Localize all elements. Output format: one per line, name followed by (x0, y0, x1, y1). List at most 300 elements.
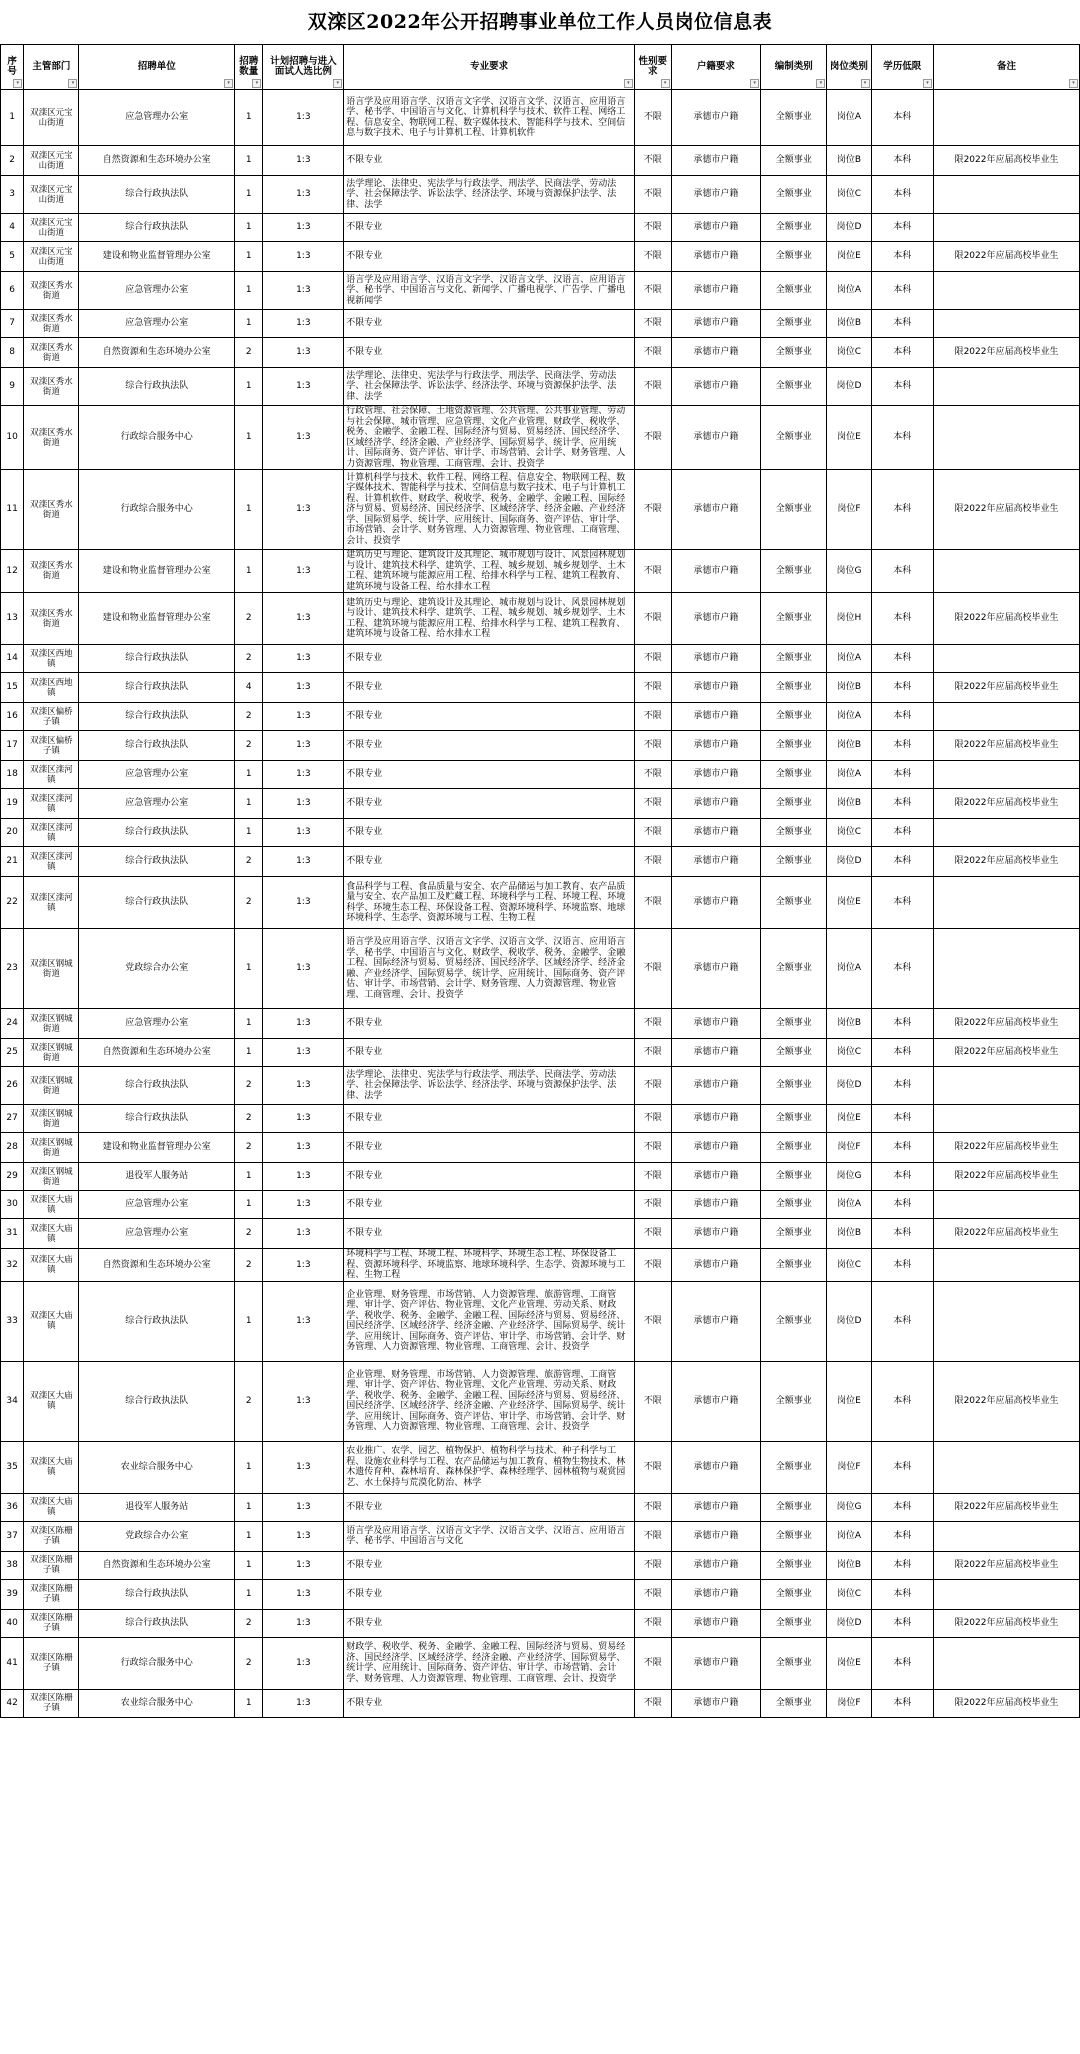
cell-post-type: 岗位E (827, 1637, 871, 1689)
cell-quantity: 1 (235, 929, 263, 1009)
cell-post-type: 岗位C (827, 1249, 871, 1282)
cell-quantity: 1 (235, 1441, 263, 1493)
cell-unit: 行政综合服务中心 (79, 470, 235, 550)
cell-household: 承德市户籍 (671, 1637, 761, 1689)
cell-education: 本科 (871, 877, 934, 929)
cell-education: 本科 (871, 731, 934, 761)
table-row (1, 1609, 1080, 1637)
cell-note: 限2022年应届高校毕业生 (934, 1551, 1080, 1579)
cell-index: 18 (1, 761, 24, 789)
cell-ratio: 1:3 (263, 819, 344, 847)
cell-department: 双滦区陈栅子镇 (24, 1637, 79, 1689)
table-row (1, 929, 1080, 1009)
cell-education: 本科 (871, 1219, 934, 1249)
cell-gender: 不限 (634, 1219, 671, 1249)
cell-staffing: 全额事业 (761, 310, 827, 338)
cell-household: 承德市户籍 (671, 338, 761, 368)
cell-index: 11 (1, 470, 24, 550)
cell-ratio: 1:3 (263, 368, 344, 406)
cell-note: 限2022年应届高校毕业生 (934, 673, 1080, 703)
cell-ratio: 1:3 (263, 242, 344, 272)
cell-gender: 不限 (634, 368, 671, 406)
cell-index: 30 (1, 1191, 24, 1219)
cell-major: 不限专业 (344, 242, 635, 272)
cell-index: 7 (1, 310, 24, 338)
cell-note (934, 1521, 1080, 1551)
cell-quantity: 2 (235, 1249, 263, 1282)
cell-unit: 党政综合办公室 (79, 929, 235, 1009)
cell-post-type: 岗位B (827, 1551, 871, 1579)
cell-department: 双滦区秀水街道 (24, 310, 79, 338)
cell-post-type: 岗位D (827, 368, 871, 406)
cell-note (934, 272, 1080, 310)
cell-note (934, 645, 1080, 673)
cell-ratio: 1:3 (263, 1281, 344, 1361)
cell-staffing: 全额事业 (761, 90, 827, 146)
cell-department: 双滦区秀水街道 (24, 406, 79, 470)
cell-staffing: 全额事业 (761, 703, 827, 731)
cell-post-type: 岗位A (827, 90, 871, 146)
cell-major: 不限专业 (344, 1039, 635, 1067)
cell-major: 企业管理、财务管理、市场营销、人力资源管理、旅游管理、工商管理、审计学、资产评估、物业管理、文化产业管理、劳动关系、财政学、税收学、税务、金融学、金融工程、国际经济与贸易、贸易经济、国民经济学、区域经济学、经济金融、产业经济学、国际贸易学、统计学、应用统计、国际商务、资产评估、审计学、市场营销、会计学、财务管理、人力资源管理、物业管理、工商管理、会计、投资学 (344, 1361, 635, 1441)
cell-major: 语言学及应用语言学、汉语言文字学、汉语言文学、汉语言、应用语言学、秘书学、中国语言与文化、计算机科学与技术、软件工程、网络工程、信息安全、物联网工程、数字媒体技术、智能科学与技术、空间信息与数字技术、电子与计算机工程、计算机软件 (344, 90, 635, 146)
cell-post-type: 岗位B (827, 789, 871, 819)
cell-unit: 自然资源和生态环境办公室 (79, 1551, 235, 1579)
cell-index: 22 (1, 877, 24, 929)
cell-quantity: 4 (235, 673, 263, 703)
cell-major: 语言学及应用语言学、汉语言文字学、汉语言文学、汉语言、应用语言学、秘书学、中国语言与文化 (344, 1521, 635, 1551)
cell-unit: 综合行政执法队 (79, 368, 235, 406)
header-index[interactable]: 序号 ▾ (1, 45, 24, 90)
cell-staffing: 全额事业 (761, 1009, 827, 1039)
cell-ratio: 1:3 (263, 1493, 344, 1521)
filter-dropdown-icon: ▾ (861, 79, 870, 88)
cell-gender: 不限 (634, 338, 671, 368)
cell-major: 建筑历史与理论、建筑设计及其理论、城市规划与设计、风景园林规划与设计、建筑技术科学、建筑学、工程、城乡规划、城乡规划学、土木工程、建筑环境与能源应用工程、给排水科学与工程、建筑工程教育、建筑环境与设备工程、给水排水工程 (344, 550, 635, 593)
cell-staffing: 全额事业 (761, 176, 827, 214)
table-row (1, 1551, 1080, 1579)
cell-quantity: 1 (235, 1521, 263, 1551)
cell-major: 不限专业 (344, 1133, 635, 1163)
cell-unit: 综合行政执法队 (79, 1105, 235, 1133)
cell-major: 不限专业 (344, 1609, 635, 1637)
header-household[interactable]: 户籍要求 ▾ (671, 45, 761, 90)
cell-note (934, 1067, 1080, 1105)
cell-unit: 建设和物业监督管理办公室 (79, 550, 235, 593)
header-row (1, 45, 1080, 90)
cell-gender: 不限 (634, 406, 671, 470)
cell-education: 本科 (871, 470, 934, 550)
cell-gender: 不限 (634, 1551, 671, 1579)
cell-department: 双滦区元宝山街道 (24, 176, 79, 214)
cell-household: 承德市户籍 (671, 1009, 761, 1039)
cell-department: 双滦区大庙镇 (24, 1191, 79, 1219)
cell-quantity: 1 (235, 470, 263, 550)
cell-index: 26 (1, 1067, 24, 1105)
cell-ratio: 1:3 (263, 1441, 344, 1493)
cell-quantity: 2 (235, 645, 263, 673)
cell-ratio: 1:3 (263, 877, 344, 929)
table-row (1, 593, 1080, 645)
cell-post-type: 岗位A (827, 703, 871, 731)
cell-note (934, 406, 1080, 470)
cell-major: 不限专业 (344, 310, 635, 338)
cell-household: 承德市户籍 (671, 368, 761, 406)
cell-staffing: 全额事业 (761, 645, 827, 673)
cell-department: 双滦区西地镇 (24, 673, 79, 703)
cell-gender: 不限 (634, 731, 671, 761)
cell-index: 12 (1, 550, 24, 593)
cell-note (934, 1637, 1080, 1689)
cell-household: 承德市户籍 (671, 176, 761, 214)
table-row (1, 242, 1080, 272)
cell-household: 承德市户籍 (671, 242, 761, 272)
cell-household: 承德市户籍 (671, 819, 761, 847)
cell-ratio: 1:3 (263, 1039, 344, 1067)
cell-department: 双滦区滦河镇 (24, 761, 79, 789)
cell-note (934, 368, 1080, 406)
cell-post-type: 岗位E (827, 877, 871, 929)
cell-note (934, 877, 1080, 929)
table-row (1, 1441, 1080, 1493)
cell-department: 双滦区钢城街道 (24, 1133, 79, 1163)
table-row (1, 470, 1080, 550)
cell-gender: 不限 (634, 272, 671, 310)
filter-dropdown-icon: ▾ (1069, 79, 1078, 88)
cell-post-type: 岗位G (827, 1163, 871, 1191)
cell-staffing: 全额事业 (761, 593, 827, 645)
cell-unit: 自然资源和生态环境办公室 (79, 1039, 235, 1067)
cell-unit: 退役军人服务站 (79, 1163, 235, 1191)
cell-post-type: 岗位F (827, 1689, 871, 1717)
positions-table (0, 44, 1080, 1718)
cell-gender: 不限 (634, 1521, 671, 1551)
cell-note: 限2022年应届高校毕业生 (934, 470, 1080, 550)
cell-unit: 应急管理办公室 (79, 272, 235, 310)
cell-index: 25 (1, 1039, 24, 1067)
cell-note: 限2022年应届高校毕业生 (934, 847, 1080, 877)
table-row (1, 1133, 1080, 1163)
cell-post-type: 岗位C (827, 338, 871, 368)
cell-major: 不限专业 (344, 789, 635, 819)
cell-household: 承德市户籍 (671, 673, 761, 703)
cell-gender: 不限 (634, 550, 671, 593)
cell-household: 承德市户籍 (671, 1551, 761, 1579)
cell-education: 本科 (871, 1067, 934, 1105)
cell-department: 双滦区钢城街道 (24, 1105, 79, 1133)
cell-ratio: 1:3 (263, 1067, 344, 1105)
cell-education: 本科 (871, 1609, 934, 1637)
cell-department: 双滦区大庙镇 (24, 1361, 79, 1441)
cell-post-type: 岗位A (827, 929, 871, 1009)
cell-ratio: 1:3 (263, 214, 344, 242)
cell-staffing: 全额事业 (761, 1105, 827, 1133)
cell-ratio: 1:3 (263, 645, 344, 673)
cell-gender: 不限 (634, 1689, 671, 1717)
header-unit[interactable]: 招聘单位 ▾ (79, 45, 235, 90)
cell-household: 承德市户籍 (671, 146, 761, 176)
cell-index: 6 (1, 272, 24, 310)
cell-index: 15 (1, 673, 24, 703)
cell-ratio: 1:3 (263, 1579, 344, 1609)
cell-department: 双滦区大庙镇 (24, 1493, 79, 1521)
cell-major: 法学理论、法律史、宪法学与行政法学、刑法学、民商法学、劳动法学、社会保障法学、诉讼法学、经济法学、环境与资源保护法学、法律、法学 (344, 368, 635, 406)
table-row (1, 214, 1080, 242)
header-gender[interactable]: 性别要求 ▾ (634, 45, 671, 90)
cell-major: 环境科学与工程、环境工程、环境科学、环境生态工程、环保设备工程、资源环境科学、环境监察、地球环境科学、生态学、资源环境与工程、生物工程 (344, 1249, 635, 1282)
cell-index: 24 (1, 1009, 24, 1039)
cell-education: 本科 (871, 1009, 934, 1039)
cell-major: 计算机科学与技术、软件工程、网络工程、信息安全、物联网工程、数字媒体技术、智能科学与技术、空间信息与数字技术、电子与计算机工程、计算机软件、财政学、税收学、税务、金融学、金融工程、国际经济与贸易、贸易经济、国民经济学、区域经济学、经济金融、产业经济学、国际贸易学、统计学、应用统计、国际商务、资产评估、审计学、市场营销、会计学、财务管理、人力资源管理、物业管理、工商管理、会计、投资学 (344, 470, 635, 550)
cell-staffing: 全额事业 (761, 1637, 827, 1689)
cell-unit: 建设和物业监督管理办公室 (79, 242, 235, 272)
cell-post-type: 岗位C (827, 1039, 871, 1067)
cell-index: 16 (1, 703, 24, 731)
cell-household: 承德市户籍 (671, 1191, 761, 1219)
cell-quantity: 2 (235, 877, 263, 929)
cell-department: 双滦区大庙镇 (24, 1281, 79, 1361)
cell-major: 企业管理、财务管理、市场营销、人力资源管理、旅游管理、工商管理、审计学、资产评估、物业管理、文化产业管理、劳动关系、财政学、税收学、税务、金融学、金融工程、国际经济与贸易、贸易经济、国民经济学、区域经济学、经济金融、产业经济学、国际贸易学、统计学、应用统计、国际商务、资产评估、审计学、市场营销、会计学、财务管理、人力资源管理、物业管理、工商管理、会计、投资学 (344, 1281, 635, 1361)
cell-staffing: 全额事业 (761, 338, 827, 368)
cell-note (934, 90, 1080, 146)
cell-department: 双滦区滦河镇 (24, 789, 79, 819)
cell-gender: 不限 (634, 593, 671, 645)
cell-note (934, 1249, 1080, 1282)
cell-gender: 不限 (634, 1039, 671, 1067)
cell-unit: 建设和物业监督管理办公室 (79, 593, 235, 645)
cell-household: 承德市户籍 (671, 761, 761, 789)
cell-major: 不限专业 (344, 1163, 635, 1191)
cell-household: 承德市户籍 (671, 1219, 761, 1249)
cell-index: 38 (1, 1551, 24, 1579)
table-row (1, 877, 1080, 929)
cell-note (934, 1441, 1080, 1493)
cell-post-type: 岗位D (827, 847, 871, 877)
cell-staffing: 全额事业 (761, 1249, 827, 1282)
cell-index: 8 (1, 338, 24, 368)
cell-index: 34 (1, 1361, 24, 1441)
cell-gender: 不限 (634, 789, 671, 819)
header-major[interactable]: 专业要求 ▾ (344, 45, 635, 90)
cell-unit: 应急管理办公室 (79, 1009, 235, 1039)
cell-note (934, 761, 1080, 789)
cell-staffing: 全额事业 (761, 214, 827, 242)
cell-staffing: 全额事业 (761, 1039, 827, 1067)
cell-household: 承德市户籍 (671, 1361, 761, 1441)
table-row (1, 550, 1080, 593)
cell-ratio: 1:3 (263, 1609, 344, 1637)
cell-major: 不限专业 (344, 1689, 635, 1717)
cell-post-type: 岗位A (827, 272, 871, 310)
header-ratio[interactable]: 计划招聘与进入面试人选比例 ▾ (263, 45, 344, 90)
filter-dropdown-icon: ▾ (816, 79, 825, 88)
cell-education: 本科 (871, 929, 934, 1009)
cell-index: 20 (1, 819, 24, 847)
cell-note: 限2022年应届高校毕业生 (934, 146, 1080, 176)
cell-household: 承德市户籍 (671, 1281, 761, 1361)
cell-household: 承德市户籍 (671, 406, 761, 470)
cell-education: 本科 (871, 90, 934, 146)
cell-post-type: 岗位C (827, 176, 871, 214)
cell-post-type: 岗位B (827, 310, 871, 338)
cell-major: 不限专业 (344, 146, 635, 176)
cell-index: 17 (1, 731, 24, 761)
cell-education: 本科 (871, 214, 934, 242)
cell-department: 双滦区元宝山街道 (24, 242, 79, 272)
cell-index: 4 (1, 214, 24, 242)
cell-index: 9 (1, 368, 24, 406)
cell-index: 23 (1, 929, 24, 1009)
cell-quantity: 1 (235, 1493, 263, 1521)
table-row (1, 673, 1080, 703)
cell-staffing: 全额事业 (761, 847, 827, 877)
cell-department: 双滦区钢城街道 (24, 929, 79, 1009)
table-row (1, 1493, 1080, 1521)
cell-ratio: 1:3 (263, 176, 344, 214)
cell-post-type: 岗位G (827, 1493, 871, 1521)
cell-index: 19 (1, 789, 24, 819)
cell-gender: 不限 (634, 645, 671, 673)
cell-major: 行政管理、社会保障、土地资源管理、公共管理、公共事业管理、劳动与社会保障、城市管理、应急管理、文化产业管理、财政学、税收学、税务、金融学、金融工程、国际经济与贸易、贸易经济、国民经济学、区域经济学、经济金融、产业经济学、国际贸易学、统计学、应用统计、国际商务、资产评估、审计学、市场营销、会计学、财务管理、人力资源管理、物业管理、工商管理、会计、投资学 (344, 406, 635, 470)
cell-department: 双滦区陈栅子镇 (24, 1579, 79, 1609)
table-row (1, 1361, 1080, 1441)
cell-note (934, 310, 1080, 338)
cell-gender: 不限 (634, 1579, 671, 1609)
cell-note: 限2022年应届高校毕业生 (934, 789, 1080, 819)
cell-post-type: 岗位F (827, 470, 871, 550)
cell-unit: 应急管理办公室 (79, 1191, 235, 1219)
cell-department: 双滦区大庙镇 (24, 1219, 79, 1249)
cell-education: 本科 (871, 406, 934, 470)
cell-index: 1 (1, 90, 24, 146)
cell-unit: 应急管理办公室 (79, 761, 235, 789)
cell-ratio: 1:3 (263, 593, 344, 645)
cell-post-type: 岗位A (827, 761, 871, 789)
cell-household: 承德市户籍 (671, 1579, 761, 1609)
cell-unit: 农业综合服务中心 (79, 1689, 235, 1717)
cell-gender: 不限 (634, 1361, 671, 1441)
header-quantity[interactable]: 招聘数量 ▾ (235, 45, 263, 90)
cell-index: 5 (1, 242, 24, 272)
filter-dropdown-icon: ▾ (750, 79, 759, 88)
cell-index: 39 (1, 1579, 24, 1609)
cell-staffing: 全额事业 (761, 673, 827, 703)
cell-household: 承德市户籍 (671, 214, 761, 242)
table-row (1, 1067, 1080, 1105)
cell-department: 双滦区钢城街道 (24, 1039, 79, 1067)
table-row (1, 819, 1080, 847)
filter-dropdown-icon: ▾ (661, 79, 670, 88)
cell-department: 双滦区西地镇 (24, 645, 79, 673)
cell-gender: 不限 (634, 1249, 671, 1282)
cell-major: 不限专业 (344, 214, 635, 242)
cell-household: 承德市户籍 (671, 1609, 761, 1637)
cell-gender: 不限 (634, 1105, 671, 1133)
cell-household: 承德市户籍 (671, 645, 761, 673)
cell-ratio: 1:3 (263, 90, 344, 146)
cell-education: 本科 (871, 1441, 934, 1493)
cell-ratio: 1:3 (263, 1105, 344, 1133)
cell-gender: 不限 (634, 1163, 671, 1191)
cell-household: 承德市户籍 (671, 1689, 761, 1717)
cell-gender: 不限 (634, 1009, 671, 1039)
cell-note (934, 176, 1080, 214)
cell-staffing: 全额事业 (761, 146, 827, 176)
cell-quantity: 1 (235, 1191, 263, 1219)
cell-education: 本科 (871, 1551, 934, 1579)
cell-unit: 应急管理办公室 (79, 310, 235, 338)
cell-major: 不限专业 (344, 1105, 635, 1133)
cell-household: 承德市户籍 (671, 1105, 761, 1133)
header-staffing[interactable]: 编制类别 ▾ (761, 45, 827, 90)
cell-post-type: 岗位F (827, 1441, 871, 1493)
cell-department: 双滦区陈栅子镇 (24, 1609, 79, 1637)
table-row (1, 338, 1080, 368)
table-row (1, 1521, 1080, 1551)
table-row (1, 1637, 1080, 1689)
header-note[interactable]: 备注 ▾ (934, 45, 1080, 90)
cell-ratio: 1:3 (263, 1249, 344, 1282)
cell-major: 不限专业 (344, 1219, 635, 1249)
cell-staffing: 全额事业 (761, 272, 827, 310)
cell-unit: 综合行政执法队 (79, 819, 235, 847)
cell-gender: 不限 (634, 90, 671, 146)
cell-staffing: 全额事业 (761, 242, 827, 272)
table-row (1, 272, 1080, 310)
cell-post-type: 岗位B (827, 731, 871, 761)
cell-ratio: 1:3 (263, 929, 344, 1009)
cell-major: 建筑历史与理论、建筑设计及其理论、城市规划与设计、风景园林规划与设计、建筑技术科学、建筑学、工程、城乡规划、城乡规划学、土木工程、建筑环境与能源应用工程、给排水科学与工程、建筑工程教育、建筑环境与设备工程、给水排水工程 (344, 593, 635, 645)
cell-index: 41 (1, 1637, 24, 1689)
filter-dropdown-icon: ▾ (333, 79, 342, 88)
cell-department: 双滦区秀水街道 (24, 550, 79, 593)
cell-household: 承德市户籍 (671, 1039, 761, 1067)
cell-ratio: 1:3 (263, 310, 344, 338)
cell-education: 本科 (871, 1689, 934, 1717)
cell-post-type: 岗位H (827, 593, 871, 645)
cell-ratio: 1:3 (263, 1133, 344, 1163)
cell-unit: 综合行政执法队 (79, 1281, 235, 1361)
cell-education: 本科 (871, 242, 934, 272)
filter-dropdown-icon: ▾ (68, 79, 77, 88)
header-education[interactable]: 学历低限 ▾ (871, 45, 934, 90)
cell-gender: 不限 (634, 1637, 671, 1689)
cell-ratio: 1:3 (263, 338, 344, 368)
cell-staffing: 全额事业 (761, 406, 827, 470)
cell-note: 限2022年应届高校毕业生 (934, 731, 1080, 761)
cell-note (934, 1281, 1080, 1361)
cell-household: 承德市户籍 (671, 1521, 761, 1551)
cell-gender: 不限 (634, 242, 671, 272)
header-department[interactable]: 主管部门 ▾ (24, 45, 79, 90)
cell-note (934, 929, 1080, 1009)
cell-note (934, 1105, 1080, 1133)
filter-dropdown-icon: ▾ (13, 79, 22, 88)
table-row (1, 310, 1080, 338)
cell-post-type: 岗位A (827, 645, 871, 673)
header-post-type[interactable]: 岗位类别 ▾ (827, 45, 871, 90)
table-row (1, 146, 1080, 176)
cell-gender: 不限 (634, 761, 671, 789)
cell-department: 双滦区秀水街道 (24, 338, 79, 368)
cell-quantity: 1 (235, 242, 263, 272)
cell-quantity: 1 (235, 406, 263, 470)
cell-household: 承德市户籍 (671, 789, 761, 819)
cell-household: 承德市户籍 (671, 310, 761, 338)
cell-department: 双滦区钢城街道 (24, 1009, 79, 1039)
cell-staffing: 全额事业 (761, 1163, 827, 1191)
cell-quantity: 2 (235, 338, 263, 368)
